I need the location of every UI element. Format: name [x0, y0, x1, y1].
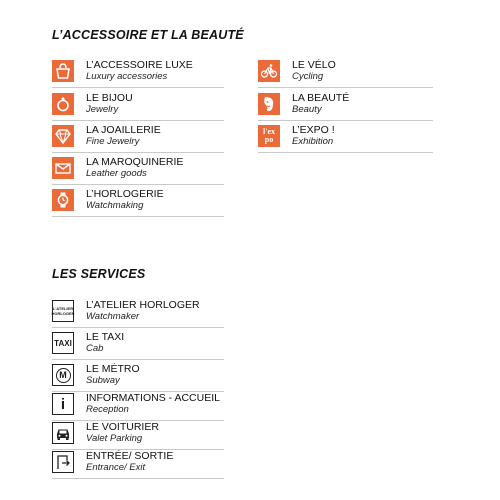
item-sublabel: Exhibition	[292, 136, 334, 147]
section-title-services: LES SERVICES	[52, 267, 146, 281]
item-sublabel: Cycling	[292, 71, 324, 82]
item-label: L’EXPO !	[292, 124, 335, 136]
item-label: INFORMATIONS - ACCUEIL	[86, 392, 220, 404]
item-sublabel: Beauty	[292, 104, 322, 115]
item-label: L’ACCESSOIRE LUXE	[86, 59, 193, 71]
envelope-icon	[52, 157, 74, 179]
bicycle-icon	[258, 60, 280, 82]
info-icon-text: i	[60, 395, 66, 413]
item-sublabel: Valet Parking	[86, 433, 143, 444]
exit-icon	[52, 451, 74, 473]
list-item-entree-sortie	[52, 447, 224, 479]
list-item-taxi	[52, 328, 224, 360]
item-label: LA MAROQUINERIE	[86, 156, 184, 168]
item-label: L’HORLOGERIE	[86, 188, 164, 200]
section-title-accessories-beauty: L’ACCESSOIRE ET LA BEAUTÉ	[52, 28, 244, 42]
item-sublabel: Subway	[86, 375, 120, 386]
item-label: LA BEAUTÉ	[292, 92, 350, 104]
item-label: L’ATELIER HORLOGER	[86, 299, 200, 311]
expo-icon-text-bottom: po	[264, 135, 274, 144]
item-sublabel: Leather goods	[86, 168, 147, 179]
expo-icon	[258, 125, 280, 147]
list-item-metro	[52, 360, 224, 392]
item-label: LE MÉTRO	[86, 363, 140, 375]
item-label: LE VÉLO	[292, 59, 336, 71]
item-sublabel: Fine Jewelry	[86, 136, 140, 147]
list-item-bijou	[52, 89, 224, 121]
item-label: ENTRÉE/ SORTIE	[86, 450, 174, 462]
item-label: LE BIJOU	[86, 92, 133, 104]
list-item-beaute	[258, 89, 433, 121]
ring-icon	[52, 93, 74, 115]
item-label: LA JOAILLERIE	[86, 124, 161, 136]
item-label: LE TAXI	[86, 331, 125, 343]
list-item-velo	[258, 56, 433, 88]
item-sublabel: Entrance/ Exit	[86, 462, 146, 473]
handbag-icon	[52, 60, 74, 82]
item-sublabel: Reception	[86, 404, 129, 415]
info-icon	[52, 393, 74, 415]
atelier-icon-text-bottom: HORLOGER	[51, 311, 75, 316]
item-sublabel: Watchmaking	[86, 200, 144, 211]
diamond-icon	[52, 125, 74, 147]
expo-icon-text-top: l'ex	[263, 127, 275, 136]
watch-icon	[52, 189, 74, 211]
list-item-accessoire-luxe	[52, 56, 224, 88]
item-sublabel: Cab	[86, 343, 104, 354]
divider	[52, 87, 224, 88]
atelier-icon-text-top: L'ATELIER	[52, 306, 74, 311]
metro-icon-text: M	[59, 370, 67, 380]
item-label: LE VOITURIER	[86, 421, 159, 433]
list-item-voiturier	[52, 418, 224, 450]
item-sublabel: Jewelry	[86, 104, 119, 115]
item-sublabel: Luxury accessories	[86, 71, 168, 82]
list-item-horlogerie	[52, 185, 224, 217]
taxi-icon	[52, 332, 74, 354]
list-item-joaillerie	[52, 121, 224, 153]
list-item-atelier-horloger	[52, 296, 224, 328]
divider	[258, 152, 433, 153]
atelier-icon	[52, 300, 74, 322]
car-icon	[52, 422, 74, 444]
item-sublabel: Watchmaker	[86, 311, 140, 322]
divider	[258, 87, 433, 88]
metro-icon-circle	[56, 368, 71, 383]
list-item-expo	[258, 121, 433, 153]
face-icon	[258, 93, 280, 115]
metro-icon	[52, 364, 74, 386]
list-item-maroquinerie	[52, 153, 224, 185]
divider	[52, 478, 224, 479]
divider	[52, 216, 224, 217]
list-item-informations	[52, 389, 224, 421]
taxi-icon-text: TAXI	[54, 338, 72, 348]
